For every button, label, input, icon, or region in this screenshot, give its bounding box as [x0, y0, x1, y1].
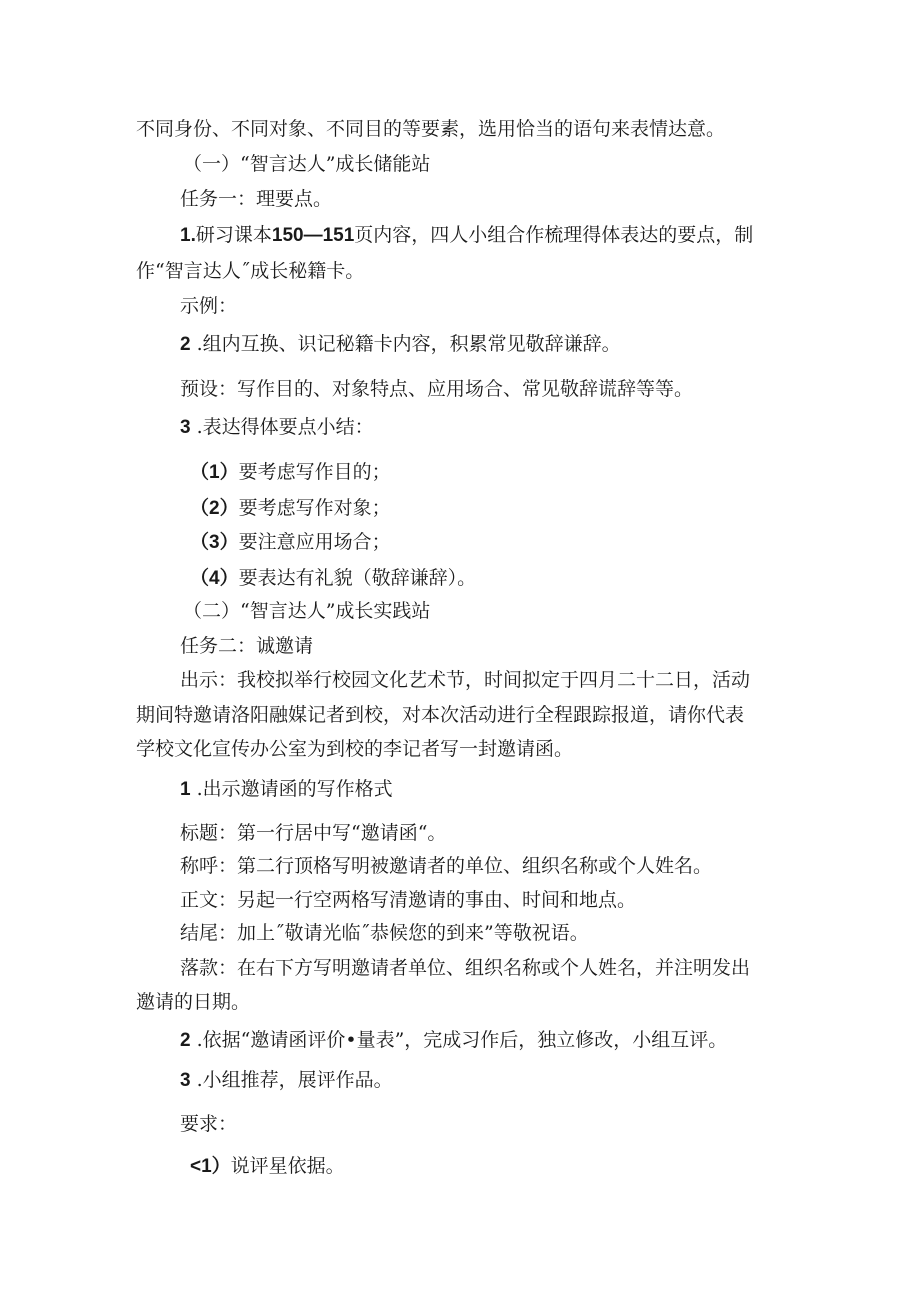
- task-heading-1: [180, 186, 332, 212]
- text-line: [180, 1111, 237, 1137]
- line-text: .依据“邀请函评价•量表”，完成习作后，独立修改，小组互评。: [190, 1029, 728, 1051]
- list-item: [190, 495, 391, 522]
- line-text: 研习课本: [195, 224, 272, 246]
- item-number: <1）: [190, 1156, 231, 1177]
- task-heading-2: [180, 633, 313, 659]
- item-number: 3: [180, 1070, 191, 1091]
- text-line: [136, 702, 744, 728]
- line-text: 称呼：第二行顶格写明被邀请者的单位、组织名称或个人姓名。: [180, 855, 713, 877]
- text-line: [136, 736, 573, 762]
- line-text: .表达得体要点小结：: [190, 416, 374, 438]
- line-text: .小组推荐，展评作品。: [190, 1069, 393, 1091]
- list-item: [190, 459, 391, 486]
- list-item: [180, 1067, 393, 1094]
- line-text: （二）“智言达人”成长实践站: [183, 600, 431, 622]
- text-line: [180, 293, 237, 319]
- text-line: [180, 920, 589, 946]
- list-item: [190, 1153, 345, 1180]
- line-text: 要考虑写作目的；: [238, 461, 391, 483]
- line-text: 标题：第一行居中写“邀请函“。: [180, 822, 447, 844]
- line-text: 要求：: [180, 1113, 238, 1135]
- list-item: [180, 776, 393, 803]
- line-text: （一）“智言达人”成长储能站: [183, 153, 431, 175]
- item-number: （4）: [190, 568, 239, 589]
- list-item: [190, 565, 476, 592]
- text-line: [180, 955, 750, 981]
- text-line: [136, 258, 364, 284]
- item-number: 2: [180, 334, 191, 355]
- line-text: 正文：另起一行空两格写清邀请的事由、时间和地点。: [180, 889, 637, 911]
- item-number: （1）: [190, 462, 239, 483]
- line-text: 不同身份、不同对象、不同目的等要素，选用恰当的语句来表情达意。: [136, 118, 726, 140]
- list-item: [180, 1027, 727, 1054]
- section-heading-1: [183, 151, 430, 177]
- text-line: [180, 853, 712, 879]
- line-text: 要注意应用场合；: [238, 531, 391, 553]
- item-number: （3）: [190, 532, 239, 553]
- line-text: 任务二：诚邀请: [180, 635, 314, 657]
- text-line: [180, 667, 750, 693]
- line-text: 要考虑写作对象；: [238, 497, 391, 519]
- section-heading-2: [183, 598, 430, 624]
- item-number: （2）: [190, 498, 239, 519]
- list-item: [190, 529, 391, 556]
- line-text: 期间特邀请洛阳融媒记者到校，对本次活动进行全程跟踪报道，请你代表: [136, 704, 745, 726]
- list-item: [180, 331, 621, 358]
- line-text: 结尾：加上˝敬请光临˝恭候您的到来”等敬祝语。: [180, 922, 589, 944]
- line-text: 作“智言达人˝成长秘籍卡。: [136, 260, 365, 282]
- line-text: 落款：在右下方写明邀请者单位、组织名称或个人姓名，并注明发出: [180, 957, 751, 979]
- line-text: .出示邀请函的写作格式: [190, 778, 393, 800]
- text-line: [136, 116, 725, 142]
- text-line: [180, 376, 693, 402]
- line-text: 任务一：理要点。: [180, 188, 333, 210]
- item-number: 2: [180, 1030, 191, 1051]
- text-line: [136, 989, 250, 1015]
- page-range: 150—151: [271, 225, 355, 246]
- line-text: 示例：: [180, 295, 238, 317]
- line-text: 说评星依据。: [230, 1155, 345, 1177]
- list-item: [180, 414, 374, 441]
- item-number: 3: [180, 417, 191, 438]
- line-text: 学校文化宣传办公室为到校的李记者写一封邀请函。: [136, 738, 574, 760]
- line-text: 邀请的日期。: [136, 991, 251, 1013]
- text-line: [180, 222, 753, 249]
- line-text: .组内互换、识记秘籍卡内容，积累常见敬辞谦辞。: [190, 333, 621, 355]
- line-text: 预设：写作目的、对象特点、应用场合、常见敬辞谎辞等等。: [180, 378, 694, 400]
- item-number: 1: [180, 779, 191, 800]
- line-text: 页内容，四人小组合作梳理得体表达的要点，制: [354, 224, 754, 246]
- line-text: 要表达有礼貌（敬辞谦辞）。: [238, 567, 477, 589]
- text-line: [180, 820, 446, 846]
- item-number: 1.: [180, 225, 196, 246]
- line-text: 出示：我校拟举行校园文化艺术节，时间拟定于四月二十二日，活动: [180, 669, 751, 691]
- text-line: [180, 887, 636, 913]
